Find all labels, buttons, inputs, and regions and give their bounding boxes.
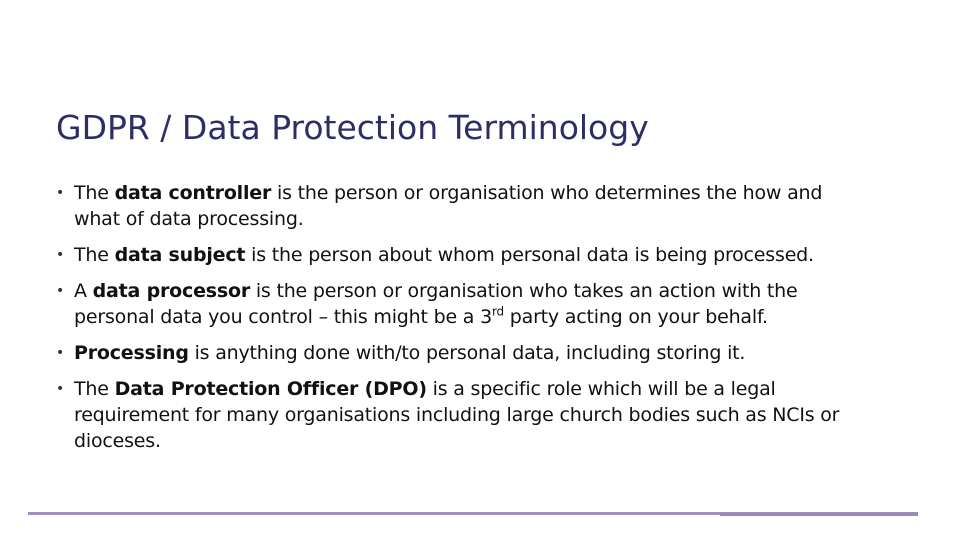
bullet-term: data controller bbox=[114, 182, 272, 204]
bullet-text-post: is anything done with/to personal data, including storing it. bbox=[188, 342, 746, 364]
footer-divider-accent bbox=[720, 513, 918, 516]
bullet-dot-icon: • bbox=[56, 247, 65, 263]
bullet-text-post: is the person or organisation who determines the how and what of data processing. bbox=[74, 182, 823, 230]
bullet-term: Data Protection Officer (DPO) bbox=[114, 378, 427, 400]
bullet-term: data subject bbox=[114, 244, 246, 266]
bullet-list bbox=[56, 180, 856, 464]
bullet-item-processing bbox=[56, 340, 856, 366]
bullet-term: data processor bbox=[92, 280, 250, 302]
bullet-text-post2: party acting on your behalf. bbox=[503, 306, 768, 328]
bullet-text-post: is the person or organisation who takes an action with the personal data you control – this might be a 3 bbox=[74, 280, 798, 328]
bullet-text-post: is the person about whom personal data is being processed. bbox=[245, 244, 814, 266]
bullet-item-data-processor bbox=[56, 278, 856, 330]
bullet-text-post: is a specific role which will be a legal requirement for many organisations including large church bodies such as NCIs or dioceses. bbox=[74, 378, 840, 452]
slide-title: GDPR / Data Protection Terminology bbox=[56, 108, 649, 147]
bullet-dot-icon: • bbox=[56, 381, 65, 397]
bullet-text-pre: The bbox=[74, 182, 115, 204]
bullet-text-pre: The bbox=[74, 244, 115, 266]
bullet-text-pre: The bbox=[74, 378, 115, 400]
bullet-superscript: rd bbox=[491, 304, 504, 319]
bullet-item-data-subject bbox=[56, 242, 856, 268]
bullet-item-dpo bbox=[56, 376, 856, 454]
bullet-dot-icon: • bbox=[56, 345, 65, 361]
bullet-item-data-controller bbox=[56, 180, 856, 232]
bullet-term: Processing bbox=[74, 342, 189, 364]
bullet-dot-icon: • bbox=[56, 283, 65, 299]
bullet-text-pre: A bbox=[74, 280, 93, 302]
bullet-dot-icon: • bbox=[56, 185, 65, 201]
